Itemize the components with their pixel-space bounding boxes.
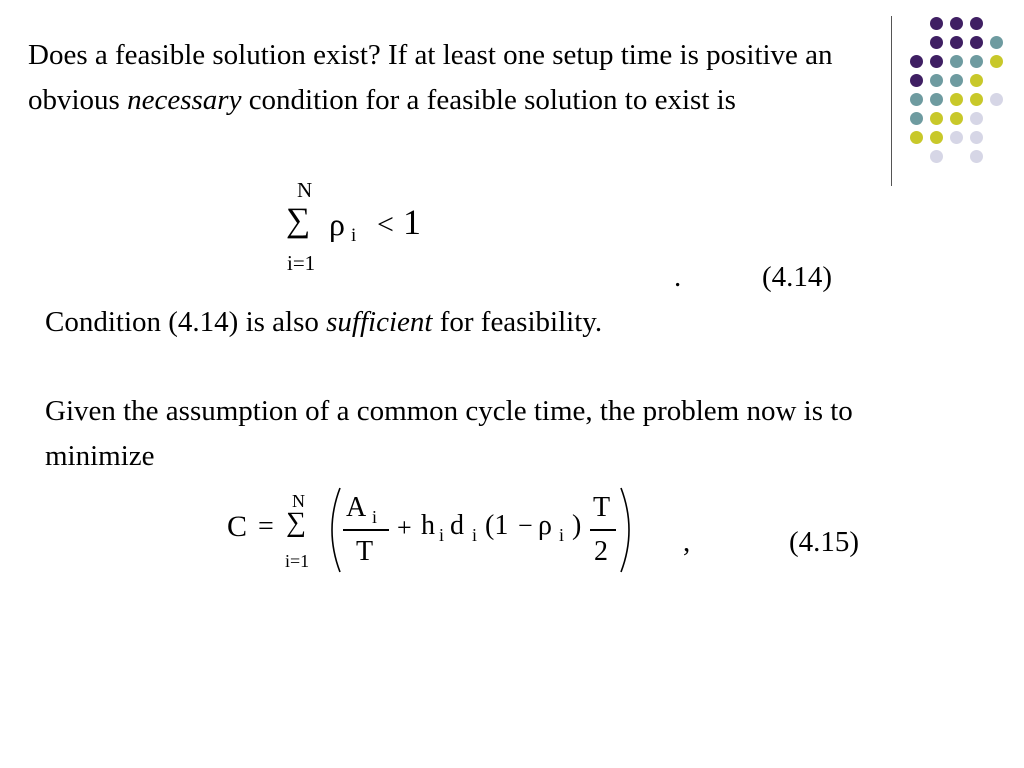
decorative-dot [930,36,943,49]
decorative-dot [990,55,1003,68]
paragraph-feasibility-question [28,33,878,123]
decorative-dot [910,93,923,106]
eq415-sum-upper: N [292,491,305,511]
decorative-dot [970,74,983,87]
eq414-sum-lower: i=1 [287,251,316,275]
decorative-dot [950,112,963,125]
eq415-sum-symbol: ∑ [286,507,306,538]
decorative-dot [930,112,943,125]
decorative-dot [930,93,943,106]
eq415-h-sub: i [439,525,445,545]
eq414-relation: < [377,208,394,241]
decorative-dot [970,55,983,68]
eq415-frac1-denominator: T [356,536,374,567]
decorative-dot [970,131,983,144]
eq415-rho-sub: i [559,525,565,545]
decorative-dot [970,150,983,163]
p2-text-after: for feasibility. [432,306,603,338]
decorative-dot [990,93,1003,106]
decorative-dot [950,74,963,87]
eq415-trailing-comma: , [683,526,691,558]
decorative-dot [950,17,963,30]
eq415-open-paren: (1 [485,510,509,541]
eq414-rho: ρ [329,206,345,242]
eq415-frac2-bar [590,529,616,531]
decorative-dot [950,93,963,106]
decorative-dot [930,150,943,163]
decorative-dot [950,55,963,68]
eq415-label: (4.15) [789,526,860,558]
decorative-dot [910,131,923,144]
eq415-lhs: C [227,510,248,543]
decorative-dot [910,74,923,87]
eq415-plus: + [397,513,412,542]
eq414-rhs: 1 [403,202,421,242]
eq415-frac1-numerator-sub: i [372,507,378,527]
eq415-minus: − [518,511,533,540]
p2-emphasis: sufficient [326,306,433,338]
p1-text-after: condition for a feasible solution to exist is [241,84,736,116]
decorative-dot [930,74,943,87]
decorative-dot [930,17,943,30]
decorative-dot [970,17,983,30]
eq415-left-big-paren [322,486,344,574]
eq415-frac2-numerator: T [593,492,611,523]
p1-emphasis: necessary [127,84,242,116]
divider-line [891,16,892,186]
p2-text-before: Condition (4.14) is also [45,306,327,338]
eq415-close-paren: ) [572,510,582,541]
eq415-sum-lower: i=1 [285,551,310,571]
decorative-dot [970,36,983,49]
eq415-rho: ρ [538,510,552,541]
paragraph-minimize-statement: Given the assumption of a common cycle time, the problem now is to minimize [45,395,853,472]
decorative-dot [970,112,983,125]
eq414-label: (4.14) [762,261,833,293]
eq415-h: h [421,510,435,541]
decorative-dot [950,36,963,49]
decorative-dot [910,112,923,125]
eq415-d-sub: i [472,525,478,545]
eq414-trailing-period: . [674,261,682,293]
eq414-sum-upper: N [297,178,313,202]
eq415-frac1-numerator-A: A [346,492,367,523]
decorative-dot [910,55,923,68]
decorative-dot [950,131,963,144]
decorative-dot [970,93,983,106]
decorative-dot [930,55,943,68]
eq415-d: d [450,510,464,541]
eq415-frac1-bar [343,529,389,531]
eq415-right-big-paren [617,486,639,574]
p1-text-before: Does a feasible solution exist? If at least one setup time is positive an obvious [28,39,833,116]
decorative-dot [990,36,1003,49]
decorative-dot [930,131,943,144]
eq414-sum-symbol: ∑ [286,202,311,239]
eq415-equals: = [258,511,274,542]
eq415-frac2-denominator: 2 [594,536,608,567]
eq414-sub-i: i [351,225,357,246]
paragraph-sufficient-condition [45,300,945,345]
